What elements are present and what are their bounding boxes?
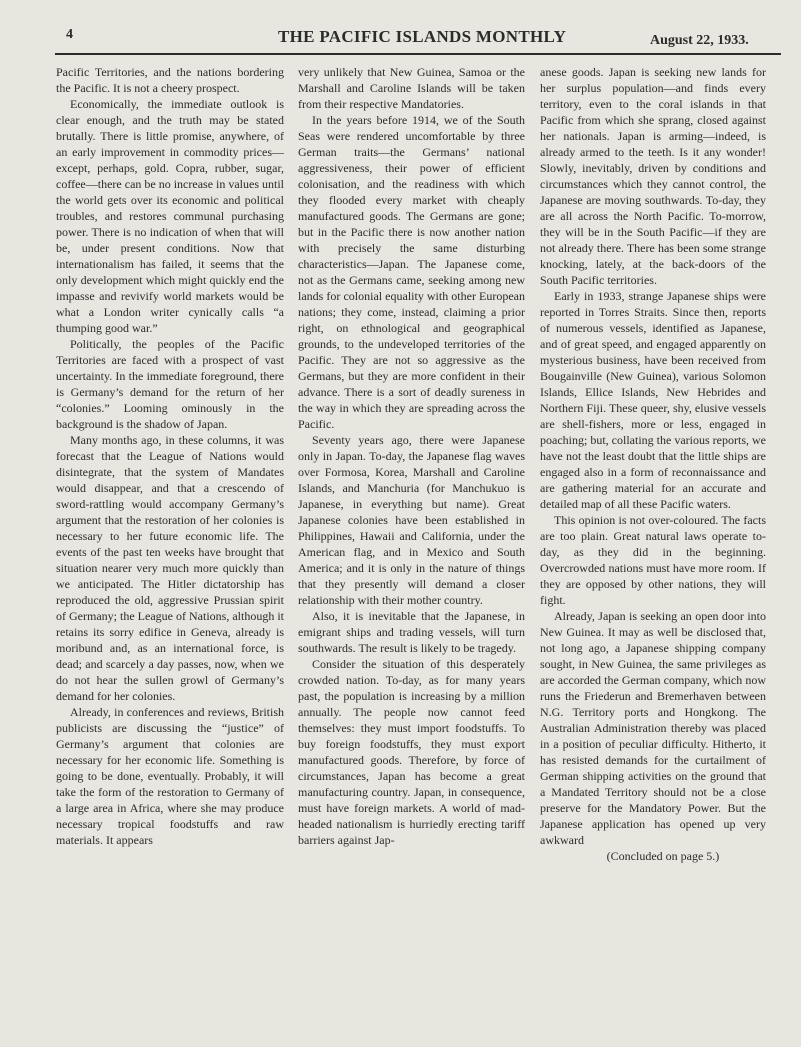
- journal-title: THE PACIFIC ISLANDS MONTHLY: [278, 27, 567, 46]
- article-paragraph: In the years before 1914, we of the South Seas were rendered uncomfortable by three German traits—the Germans’ national aggressiveness, their power of efficient colonisation, and the readiness with which they flooded every market with cheaply manufactured goods. The Germans are gone; but in the Pacific there is now another nation with precisely the same disturbing characteristics—Japan. The Japanese come, not as the Germans came, seeking among new lands for colonial equality with other European nations; they come, instead, claiming a prior right, on ethnological and geographical grounds, to the undeveloped territories of the Pacific. They are not so aggressive as the Germans, but they are more confident in their advance. There is a sort of deadly sureness in the way in which they are spreading across the Pacific.: [298, 113, 525, 431]
- article-paragraph: Consider the situation of this desperately crowded nation. To-day, as for many years past, the population is increasing by a million annually. The people now cannot feed themselves: they must import foodstuffs. To buy foreign foodstuffs, they must export manufactured goods. Therefore, by force of circumstances, Japan has become a great manufacturing country. Japan, in consequence, must have foreign markets. A world of mad-headed nationalism is hurriedly erecting tariff barriers against Jap-: [298, 657, 525, 847]
- article-column-3: [540, 64, 766, 1024]
- article-paragraph: Early in 1933, strange Japanese ships were reported in Torres Straits. Since then, reports of numerous vessels, identified as Japanese, and of great speed, and engaged apparently on mysterious business, have been received from Bougainville (New Guinea), various Solomon Islands, Ellice Islands, New Hebrides and Northern Fiji. These queer, shy, elusive vessels are shell-fishers, more or less, engaged in poaching; but, collating the various reports, we have not the least doubt that the little ships are engaged also in a form of reconnaissance and are gathering material for an accurate and detailed map of all these Pacific waters.: [540, 289, 766, 511]
- article-paragraph: Pacific Territories, and the nations bordering the Pacific. It is not a cheery prospect.: [56, 65, 284, 95]
- article-paragraph: Economically, the immediate outlook is clear enough, and the truth may be stated brutally. There is little promise, anywhere, of an early improvement in commodity prices—except, perhaps, gold. Copra, rubber, sugar, coffee—there can be no increase in values until the world gets over its economic and political troubles, and restores communal purchasing power. There is no indication of when that will be, under present conditions. Now that internationalism has failed, it seems that the only development which might quickly end the impasse and revivify world markets would be what a London writer cynically calls “a thumping good war.”: [56, 97, 284, 335]
- article-paragraph: Seventy years ago, there were Japanese only in Japan. To-day, the Japanese flag waves over Formosa, Korea, Marshall and Caroline Islands, and Manchuria (for Manchukuo is Japanese, in everything but name). Great Japanese colonies have been established in Philippines, Hawaii and California, under the American flag, and in Mexico and South America; and it is only in the nature of things that they presently will demand a closer relationship with their mother country.: [298, 433, 525, 607]
- header-rule: [55, 53, 781, 55]
- page-header: [0, 0, 801, 60]
- page-number: 4: [66, 27, 73, 42]
- article-paragraph: Also, it is inevitable that the Japanese, in emigrant ships and trading vessels, will turn southwards. The result is likely to be tragedy.: [298, 609, 525, 655]
- article-paragraph: This opinion is not over-coloured. The facts are too plain. Great natural laws operate to-day, as they did in the beginning. Overcrowded nations must have more room. If they are opposed by other nations, they will fight.: [540, 513, 766, 607]
- article-paragraph: Already, in conferences and reviews, British publicists are discussing the “justice” of Germany’s argument that colonies are necessary for her economic life. Something is going to be done, eventually. Probably, it will take the form of the restoration to Germany of a large area in Africa, where she may produce necessary tropical foodstuffs and raw materials. It appears: [56, 705, 284, 847]
- issue-date: August 22, 1933.: [650, 33, 749, 48]
- article-paragraph: anese goods. Japan is seeking new lands for her surplus population—and finds every territory, even to the coral islands in that Pacific from which she sprang, closed against her nationals. Japan is arming—indeed, is already armed to the teeth. Is it any wonder! Slowly, inevitably, driven by conditions and circumstances which they cannot control, the Japanese are moving southwards. To-day, they are all across the North Pacific. To-morrow, they will be in the South Pacific—if they are not already there. There has been some strange knocking, lately, at the back-doors of the South Pacific territories.: [540, 65, 766, 287]
- article-paragraph: Politically, the peoples of the Pacific Territories are faced with a prospect of vast uncertainty. In the immediate foreground, there is Germany’s demand for the return of her “colonies.” Looming ominously in the background is the shadow of Japan.: [56, 337, 284, 431]
- article-column-2: [298, 64, 525, 1024]
- article-paragraph: Already, Japan is seeking an open door into New Guinea. It may as well be disclosed that, not long ago, a Japanese shipping company sought, in New Guinea, the same privileges as are accorded the German company, which now runs the Friederun and Bremerhaven between N.G. Territory ports and Hongkong. The Australian Administration thereby was placed in a position of peculiar difficulty. Hitherto, it has resisted demands for the curtailment of German shipping activities on the ground that a Mandated Territory should not be a close preserve for the Mandatory Power. But the Japanese application has opened up very awkward: [540, 609, 766, 847]
- article-paragraph: very unlikely that New Guinea, Samoa or the Marshall and Caroline Islands will be taken from their respective Mandatories.: [298, 65, 525, 111]
- article-column-1: [56, 64, 284, 1024]
- continuation-note: (Concluded on page 5.): [606, 849, 720, 863]
- article-paragraph: Many months ago, in these columns, it was forecast that the League of Nations would disintegrate, that the system of Mandates would disappear, and that a crescendo of sword-rattling would accompany Germany’s argument that the restoration of her colonies is necessary to her future economic life. The events of the past ten weeks have brought that situation nearer very much more quickly than we anticipated. The Hitler dictatorship has reproduced the old, aggressive Prussian spirit of Germany; the League of Nations, although it retains its sorry edifice in Geneva, already is moribund and, as an international force, is dead; and scarcely a day passes, now, when we do not hear the sullen growl of Germany’s demand for her colonies.: [56, 433, 284, 703]
